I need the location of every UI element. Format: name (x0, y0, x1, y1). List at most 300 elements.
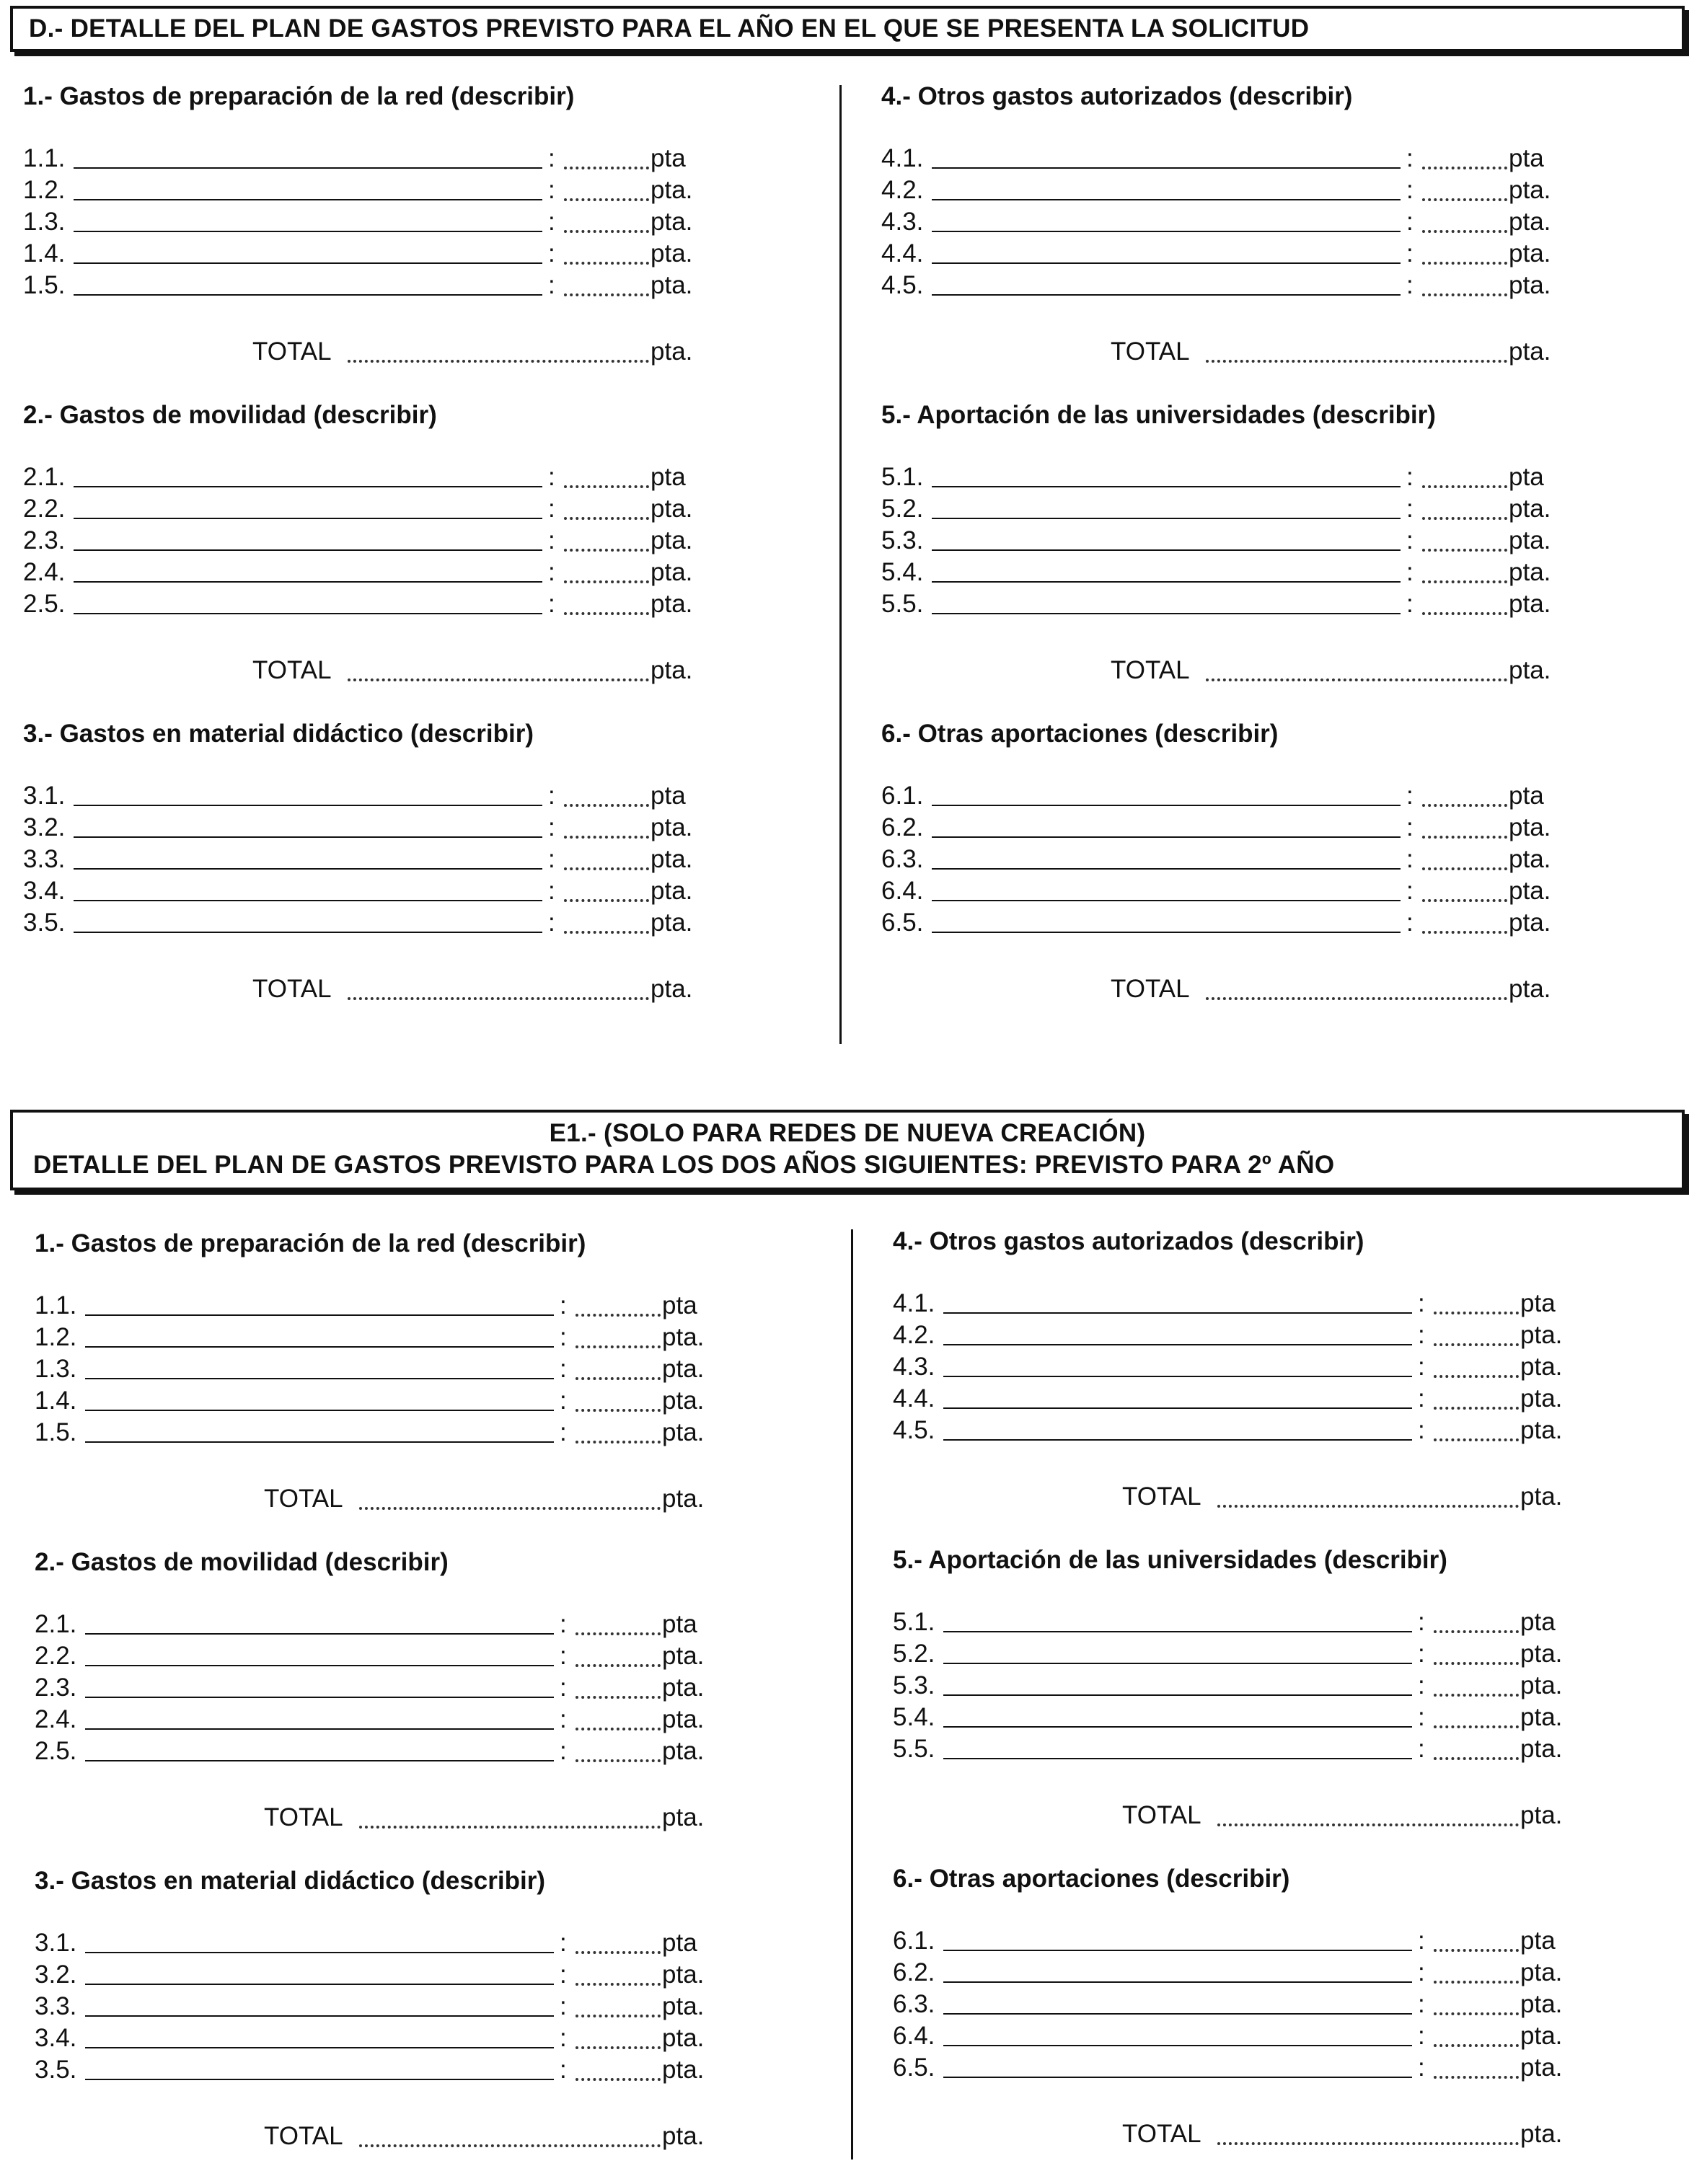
amount-field[interactable] (564, 836, 649, 839)
currency-unit: pta. (1520, 1353, 1563, 1381)
group-title: 2.- Gastos de movilidad (describir) (35, 1548, 449, 1576)
currency-unit: pta. (1509, 239, 1551, 268)
description-field[interactable] (85, 2047, 554, 2048)
line-number: 1.1. (23, 144, 66, 172)
description-field[interactable] (85, 1410, 554, 1411)
line-number: 2.3. (35, 1674, 77, 1702)
line-item: 2.5. : pta. (35, 1736, 799, 1767)
total-label: TOTAL (1111, 337, 1190, 366)
line-item: 3.1. : pta (23, 780, 788, 812)
line-number: 6.3. (881, 845, 924, 873)
line-item: 3.5. : pta. (23, 907, 788, 939)
description-field[interactable] (932, 262, 1401, 264)
description-field[interactable] (943, 1312, 1412, 1314)
description-field[interactable] (74, 900, 542, 901)
description-field[interactable] (943, 1439, 1412, 1441)
group-title: 3.- Gastos en material didáctico (describir) (23, 720, 534, 748)
total-amount-field[interactable] (359, 2144, 661, 2147)
amount-field[interactable] (1422, 293, 1507, 296)
line-item: 5.5. : pta. (881, 588, 1646, 620)
line-item: 5.4. : pta. (893, 1702, 1657, 1733)
column-divider (851, 1229, 853, 2159)
description-field[interactable] (74, 613, 542, 614)
amount-field[interactable] (1422, 198, 1507, 201)
line-number: 2.5. (23, 590, 66, 618)
amount-field[interactable] (1422, 580, 1507, 583)
expense-group (893, 1544, 1657, 1863)
amount-field[interactable] (1422, 899, 1507, 902)
group-total (35, 1802, 799, 1834)
line-number: 4.4. (893, 1384, 935, 1412)
line-number: 3.5. (35, 2056, 77, 2084)
line-item: 3.4. : pta. (23, 875, 788, 907)
currency-unit: pta (651, 144, 686, 172)
line-number: 6.4. (881, 877, 924, 905)
amount-field[interactable] (1422, 262, 1507, 265)
amount-field[interactable] (576, 1441, 661, 1444)
currency-unit: pta. (1520, 1321, 1563, 1349)
line-item: 3.2. : pta. (35, 1959, 799, 1991)
section-d-header-title: D.- DETALLE DEL PLAN DE GASTOS PREVISTO PARA EL AÑO EN EL QUE SE PRESENTA LA SOLICITUD (29, 14, 1310, 43)
line-item: 4.3. : pta. (893, 1351, 1657, 1383)
line-number: 4.4. (881, 239, 924, 268)
line-number: 1.2. (23, 176, 66, 204)
group-total (23, 655, 788, 686)
line-item: 4.4. : pta. (881, 238, 1646, 270)
amount-field[interactable] (1434, 2076, 1519, 2079)
currency-unit: pta. (651, 271, 693, 299)
currency-unit: pta (1509, 144, 1544, 172)
description-field[interactable] (74, 805, 542, 806)
description-field[interactable] (943, 2013, 1412, 2015)
amount-field[interactable] (1422, 485, 1507, 488)
currency-unit: pta. (651, 176, 693, 204)
line-number: 5.2. (881, 495, 924, 523)
currency-unit: pta. (1520, 1703, 1563, 1731)
section-d-right-column (881, 81, 1646, 1037)
currency-unit: pta. (651, 495, 693, 523)
line-item: 6.1. : pta (881, 780, 1646, 812)
total-label: TOTAL (252, 656, 332, 684)
currency-unit: pta. (651, 526, 693, 554)
currency-unit: pta (1509, 782, 1544, 810)
description-field[interactable] (74, 199, 542, 200)
amount-field[interactable] (576, 2078, 661, 2081)
line-number: 4.3. (893, 1353, 935, 1381)
description-field[interactable] (74, 836, 542, 838)
line-number: 4.2. (881, 176, 924, 204)
amount-field[interactable] (564, 612, 649, 615)
description-field[interactable] (932, 900, 1401, 901)
description-field[interactable] (932, 581, 1401, 583)
amount-field[interactable] (576, 1632, 661, 1635)
group-total (23, 973, 788, 1005)
description-field[interactable] (943, 1981, 1412, 1983)
description-field[interactable] (74, 262, 542, 264)
line-item: 3.2. : pta. (23, 812, 788, 844)
description-field[interactable] (85, 1728, 554, 1730)
currency-unit: pta. (1520, 1735, 1563, 1763)
description-field[interactable] (85, 1760, 554, 1761)
currency-unit: pta. (651, 908, 693, 937)
amount-field[interactable] (564, 517, 649, 520)
amount-field[interactable] (564, 899, 649, 902)
description-field[interactable] (932, 167, 1401, 169)
description-field[interactable] (74, 294, 542, 296)
amount-field[interactable] (576, 1664, 661, 1667)
description-field[interactable] (85, 1984, 554, 1985)
amount-field[interactable] (1434, 1757, 1519, 1760)
amount-field[interactable] (576, 1759, 661, 1762)
currency-unit: pta. (1509, 271, 1551, 299)
description-field[interactable] (85, 1346, 554, 1348)
description-field[interactable] (85, 1633, 554, 1635)
line-item: 5.4. : pta. (881, 557, 1646, 588)
currency-unit: pta (662, 1929, 697, 1957)
total-amount-field[interactable] (1206, 678, 1507, 681)
amount-field[interactable] (1422, 867, 1507, 870)
description-field[interactable] (932, 868, 1401, 870)
section-e1-right-column (893, 1226, 1657, 2182)
description-field[interactable] (932, 932, 1401, 933)
line-number: 3.1. (35, 1929, 77, 1957)
line-number: 2.3. (23, 526, 66, 554)
line-number: 4.5. (881, 271, 924, 299)
line-item: 3.1. : pta (35, 1927, 799, 1959)
amount-field[interactable] (1422, 167, 1507, 169)
group-title: 5.- Aportación de las universidades (describir) (881, 401, 1436, 429)
amount-field[interactable] (576, 1409, 661, 1412)
amount-field[interactable] (1434, 1949, 1519, 1952)
amount-field[interactable] (576, 1377, 661, 1380)
description-field[interactable] (85, 1378, 554, 1379)
amount-field[interactable] (564, 198, 649, 201)
line-number: 1.4. (23, 239, 66, 268)
currency-unit: pta. (1520, 1640, 1563, 1668)
description-field[interactable] (85, 1697, 554, 1698)
line-item: 4.4. : pta. (893, 1383, 1657, 1415)
amount-field[interactable] (1422, 836, 1507, 839)
line-number: 6.2. (881, 813, 924, 841)
line-item: 4.3. : pta. (881, 206, 1646, 238)
currency-unit: pta. (1520, 1384, 1563, 1412)
expense-group (23, 81, 788, 399)
line-number: 3.3. (35, 1992, 77, 2020)
currency-unit: pta. (662, 1485, 705, 1513)
currency-unit: pta. (651, 590, 693, 618)
currency-unit: pta. (662, 1355, 705, 1383)
line-item: 4.1. : pta (881, 143, 1646, 174)
description-field[interactable] (943, 1631, 1412, 1632)
total-label: TOTAL (264, 2122, 343, 2150)
currency-unit: pta. (651, 337, 693, 366)
line-number: 4.2. (893, 1321, 935, 1349)
line-item: 4.1. : pta (893, 1288, 1657, 1319)
line-item: 3.4. : pta. (35, 2022, 799, 2054)
currency-unit: pta. (1509, 495, 1551, 523)
currency-unit: pta. (651, 975, 693, 1003)
line-item: 5.1. : pta (893, 1606, 1657, 1638)
description-field[interactable] (74, 581, 542, 583)
amount-field[interactable] (1422, 230, 1507, 233)
currency-unit: pta. (662, 1323, 705, 1351)
total-amount-field[interactable] (1217, 1823, 1519, 1826)
description-field[interactable] (74, 167, 542, 169)
amount-field[interactable] (576, 1728, 661, 1730)
total-amount-field[interactable] (1217, 2142, 1519, 2145)
description-field[interactable] (932, 231, 1401, 232)
amount-field[interactable] (1434, 1312, 1519, 1314)
line-item: 3.3. : pta. (35, 1991, 799, 2022)
amount-field[interactable] (1422, 517, 1507, 520)
line-item: 2.3. : pta. (35, 1672, 799, 1704)
section-e1-header-line-1: E1.- (SOLO PARA REDES DE NUEVA CREACIÓN) (549, 1119, 1146, 1147)
total-amount-field[interactable] (1217, 1505, 1519, 1508)
amount-field[interactable] (1434, 2012, 1519, 2015)
amount-field[interactable] (564, 485, 649, 488)
currency-unit: pta. (651, 656, 693, 684)
currency-unit: pta. (1520, 2022, 1563, 2050)
line-item: 2.3. : pta. (23, 525, 788, 557)
currency-unit: pta. (662, 1803, 705, 1831)
line-item: 1.4. : pta. (23, 238, 788, 270)
line-number: 5.3. (881, 526, 924, 554)
description-field[interactable] (943, 1376, 1412, 1377)
currency-unit: pta. (1520, 1801, 1563, 1829)
amount-field[interactable] (1422, 804, 1507, 807)
currency-unit: pta. (651, 877, 693, 905)
line-item: 2.1. : pta (35, 1609, 799, 1640)
currency-unit: pta. (662, 2024, 705, 2052)
line-number: 3.4. (35, 2024, 77, 2052)
description-field[interactable] (943, 1726, 1412, 1728)
line-item: 2.2. : pta. (35, 1640, 799, 1672)
amount-field[interactable] (1434, 1725, 1519, 1728)
amount-field[interactable] (1434, 1407, 1519, 1410)
group-total (23, 336, 788, 368)
amount-field[interactable] (1434, 1375, 1519, 1378)
description-field[interactable] (74, 932, 542, 933)
line-item: 5.3. : pta. (893, 1670, 1657, 1702)
description-field[interactable] (74, 549, 542, 551)
line-number: 2.4. (23, 558, 66, 586)
description-field[interactable] (943, 1344, 1412, 1345)
amount-field[interactable] (1434, 1981, 1519, 1984)
line-number: 4.1. (893, 1289, 935, 1317)
total-label: TOTAL (1111, 656, 1190, 684)
description-field[interactable] (932, 518, 1401, 519)
amount-field[interactable] (564, 931, 649, 934)
line-item: 3.5. : pta. (35, 2054, 799, 2086)
line-item: 2.4. : pta. (35, 1704, 799, 1736)
amount-field[interactable] (564, 804, 649, 807)
expense-group (893, 1863, 1657, 2182)
expense-group (881, 81, 1646, 399)
amount-field[interactable] (564, 230, 649, 233)
description-field[interactable] (74, 868, 542, 870)
amount-field[interactable] (1434, 1438, 1519, 1441)
description-field[interactable] (943, 1694, 1412, 1696)
amount-field[interactable] (576, 2015, 661, 2017)
amount-field[interactable] (1422, 931, 1507, 934)
description-field[interactable] (932, 294, 1401, 296)
description-field[interactable] (74, 486, 542, 487)
description-field[interactable] (85, 1441, 554, 1443)
description-field[interactable] (85, 2015, 554, 2017)
currency-unit: pta. (1520, 2120, 1563, 2148)
currency-unit: pta. (651, 813, 693, 841)
total-amount-field[interactable] (1206, 360, 1507, 363)
line-number: 6.2. (893, 1958, 935, 1986)
group-total (893, 2118, 1657, 2150)
currency-unit: pta. (1509, 590, 1551, 618)
description-field[interactable] (943, 1407, 1412, 1409)
amount-field[interactable] (1434, 2044, 1519, 2047)
total-label: TOTAL (252, 337, 332, 366)
amount-field[interactable] (1434, 1343, 1519, 1346)
amount-field[interactable] (564, 549, 649, 552)
line-number: 5.5. (893, 1735, 935, 1763)
expense-group (881, 399, 1646, 718)
line-number: 2.1. (35, 1610, 77, 1638)
line-number: 4.3. (881, 208, 924, 236)
currency-unit: pta. (651, 558, 693, 586)
section-d-header (10, 6, 1685, 52)
line-item: 1.3. : pta. (23, 206, 788, 238)
line-item: 4.5. : pta. (881, 270, 1646, 301)
group-total (35, 2121, 799, 2152)
total-amount-field[interactable] (359, 1826, 661, 1829)
currency-unit: pta. (1520, 1482, 1563, 1511)
amount-field[interactable] (576, 1696, 661, 1699)
group-total (881, 655, 1646, 686)
amount-field[interactable] (564, 580, 649, 583)
line-number: 5.3. (893, 1671, 935, 1699)
line-item: 2.5. : pta. (23, 588, 788, 620)
amount-field[interactable] (1434, 1662, 1519, 1665)
amount-field[interactable] (1434, 1694, 1519, 1697)
amount-field[interactable] (576, 1314, 661, 1317)
line-number: 5.4. (881, 558, 924, 586)
line-item: 6.4. : pta. (893, 2020, 1657, 2052)
section-e1 (0, 1107, 1689, 2162)
line-number: 1.5. (23, 271, 66, 299)
currency-unit: pta. (662, 1387, 705, 1415)
description-field[interactable] (74, 231, 542, 232)
line-number: 2.5. (35, 1737, 77, 1765)
line-item: 2.1. : pta (23, 461, 788, 493)
total-amount-field[interactable] (348, 997, 649, 1000)
total-amount-field[interactable] (1206, 997, 1507, 1000)
description-field[interactable] (932, 486, 1401, 487)
total-amount-field[interactable] (359, 1507, 661, 1510)
description-field[interactable] (85, 1952, 554, 1953)
section-d-left-column (23, 81, 788, 1037)
description-field[interactable] (74, 518, 542, 519)
currency-unit: pta (662, 1610, 697, 1638)
currency-unit: pta. (1520, 2053, 1563, 2082)
line-item: 6.2. : pta. (881, 812, 1646, 844)
amount-field[interactable] (564, 867, 649, 870)
line-item: 6.1. : pta (893, 1925, 1657, 1957)
currency-unit: pta (651, 782, 686, 810)
description-field[interactable] (932, 805, 1401, 806)
currency-unit: pta (1520, 1608, 1556, 1636)
amount-field[interactable] (564, 262, 649, 265)
section-e1-left-column (35, 1228, 799, 2184)
amount-field[interactable] (1422, 612, 1507, 615)
description-field[interactable] (943, 2045, 1412, 2046)
expense-group (23, 399, 788, 718)
section-e1-header (10, 1110, 1685, 1190)
total-amount-field[interactable] (348, 360, 649, 363)
description-field[interactable] (943, 1950, 1412, 1951)
total-label: TOTAL (264, 1485, 343, 1513)
group-total (893, 1481, 1657, 1513)
description-field[interactable] (85, 1314, 554, 1316)
amount-field[interactable] (564, 293, 649, 296)
group-title: 4.- Otros gastos autorizados (describir) (881, 82, 1353, 110)
group-total (893, 1800, 1657, 1831)
description-field[interactable] (943, 1758, 1412, 1759)
group-total (881, 973, 1646, 1005)
line-number: 1.3. (23, 208, 66, 236)
line-number: 3.2. (35, 1960, 77, 1989)
line-number: 6.3. (893, 1990, 935, 2018)
amount-field[interactable] (564, 167, 649, 169)
currency-unit: pta. (662, 1418, 705, 1446)
expense-group (35, 1547, 799, 1865)
line-number: 1.5. (35, 1418, 77, 1446)
currency-unit: pta. (1520, 1990, 1563, 2018)
description-field[interactable] (943, 2077, 1412, 2078)
line-number: 5.1. (881, 463, 924, 491)
description-field[interactable] (932, 549, 1401, 551)
currency-unit: pta. (1509, 558, 1551, 586)
currency-unit: pta. (662, 1705, 705, 1733)
line-item: 4.2. : pta. (881, 174, 1646, 206)
description-field[interactable] (943, 1663, 1412, 1664)
description-field[interactable] (932, 613, 1401, 614)
description-field[interactable] (932, 199, 1401, 200)
total-label: TOTAL (1122, 1482, 1201, 1511)
description-field[interactable] (932, 836, 1401, 838)
amount-field[interactable] (576, 1345, 661, 1348)
amount-field[interactable] (1434, 1630, 1519, 1633)
line-number: 3.3. (23, 845, 66, 873)
line-item: 5.2. : pta. (881, 493, 1646, 525)
amount-field[interactable] (1422, 549, 1507, 552)
amount-field[interactable] (576, 1951, 661, 1954)
section-d (0, 0, 1689, 1067)
group-total (35, 1483, 799, 1515)
description-field[interactable] (85, 1665, 554, 1666)
column-divider (839, 85, 842, 1044)
currency-unit: pta. (1509, 337, 1551, 366)
group-title: 6.- Otras aportaciones (describir) (893, 1865, 1290, 1893)
line-item: 6.3. : pta. (893, 1989, 1657, 2020)
line-number: 5.5. (881, 590, 924, 618)
amount-field[interactable] (576, 2046, 661, 2049)
line-item: 5.2. : pta. (893, 1638, 1657, 1670)
group-title: 5.- Aportación de las universidades (describir) (893, 1546, 1447, 1574)
description-field[interactable] (85, 2079, 554, 2080)
total-amount-field[interactable] (348, 678, 649, 681)
group-title: 1.- Gastos de preparación de la red (describir) (35, 1229, 586, 1257)
amount-field[interactable] (576, 1983, 661, 1986)
line-item: 3.3. : pta. (23, 844, 788, 875)
line-number: 2.1. (23, 463, 66, 491)
